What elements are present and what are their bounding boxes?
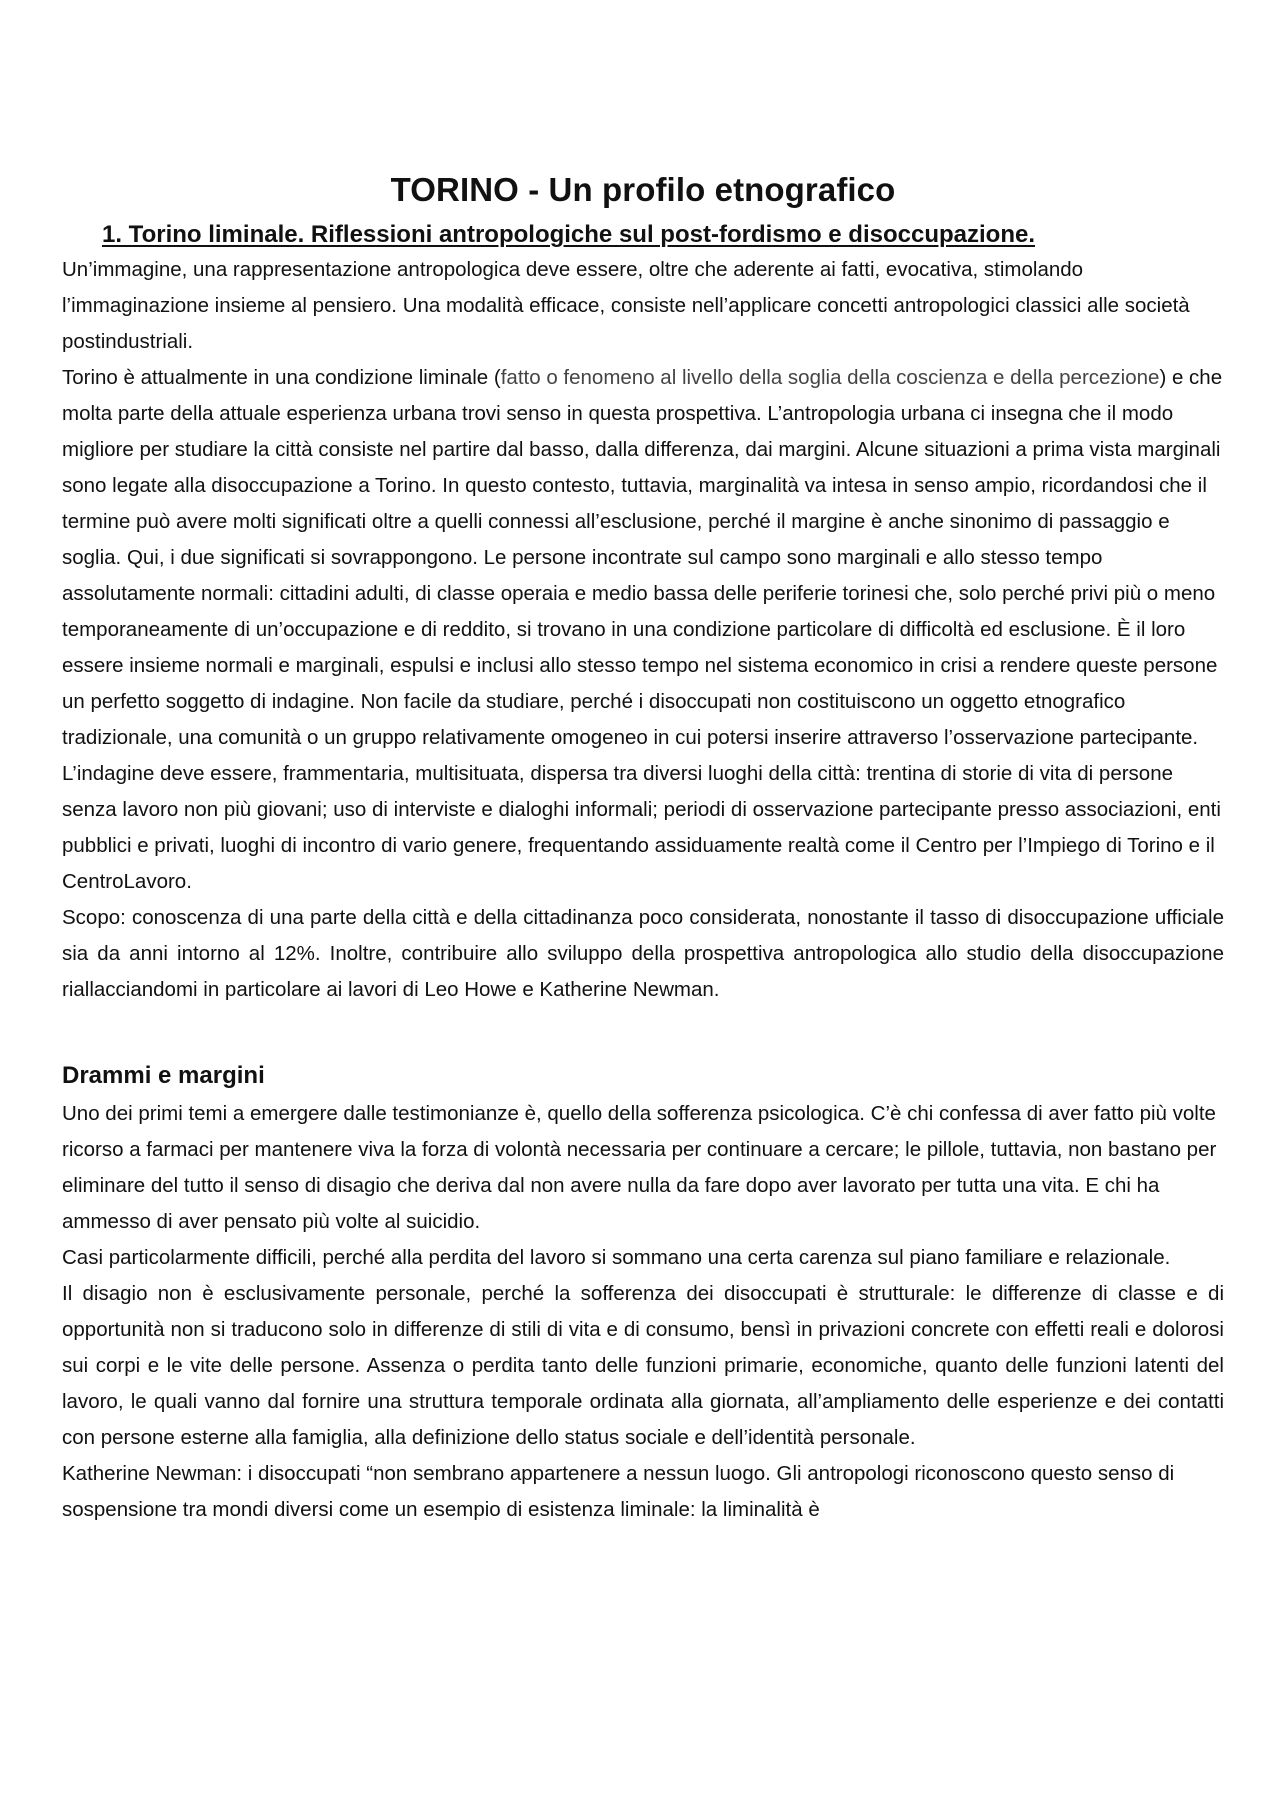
document-title: TORINO - Un profilo etnografico: [390, 171, 896, 208]
paragraph-liminal-rest: ) e che molta parte della attuale esperienza urbana trovi senso in questa prospettiva. L’antropologia urbana ci insegna che il modo migliore per studiare la città consiste nel partire dal basso, dalla differenza, dai margini. Alcune situazioni a prima vista marginali sono legate alla disoccupazione a Torino. In questo contesto, tuttavia, marginalità va intesa in senso ampio, ricordandosi che il termine può avere molti significati oltre a quelli connessi all’esclusione, perché il margine è anche sinonimo di passaggio e soglia. Qui, i due significati si sovrappongono. Le persone incontrate sul campo sono marginali e allo stesso tempo assolutamente normali: cittadini adulti, di classe operaia e medio bassa delle periferie torinesi che, solo perché privi più o meno temporaneamente di un’occupazione e di reddito, si trovano in una condizione particolare di difficoltà ed esclusione. È il loro essere insieme normali e marginali, espulsi e inclusi allo stesso tempo nel sistema economico in crisi a rendere queste persone un perfetto soggetto di indagine. Non facile da studiare, perché i disoccupati non costituiscono un oggetto etnografico tradizionale, una comunità o un gruppo relativamente omogeneo in cui potersi inserire attraverso l’osservazione partecipante. L’indagine deve essere, frammentaria, multisituata, dispersa tra diversi luoghi della città: trentina di storie di vita di persone senza lavoro non più giovani; uso di interviste e dialoghi informali; periodi di osservazione partecipante presso associazioni, enti pubblici e privati, luoghi di incontro di vario genere, frequentando assiduamente realtà come il Centro per l’Impiego di Torino e il CentroLavoro.: [62, 366, 1223, 893]
paragraph-liminal-start: Torino è attualmente in una condizione liminale (: [62, 366, 501, 389]
paragraph-intro: Un’immagine, una rappresentazione antropologica deve essere, oltre che aderente ai fatti, evocativa, stimolando l’immaginazione insieme al pensiero. Una modalità efficace, consiste nell’applicare concetti antropologici classici alle società postindustriali.: [62, 258, 1190, 353]
document-page: [62, 168, 1224, 1528]
liminal-definition: fatto o fenomeno al livello della soglia della coscienza e della percezione: [500, 366, 1160, 389]
section-title: 1. Torino liminale. Riflessioni antropologiche sul post-fordismo e disoccupazione.: [102, 221, 1035, 248]
paragraph-liminal: [62, 360, 1224, 900]
paragraph-scope: Scopo: conoscenza di una parte della città e della cittadinanza poco considerata, nonostante il tasso di disoccupazione ufficiale sia da anni intorno al 12%. Inoltre, contribuire allo sviluppo della prospettiva antropologica allo studio della disoccupazione riallacciandomi in particolare ai lavori di Leo Howe e Katherine Newman.: [62, 906, 1224, 1001]
paragraph-casi-difficili: Casi particolarmente difficili, perché alla perdita del lavoro si sommano una certa carenza sul piano familiare e relazionale.: [62, 1246, 1171, 1269]
paragraph-sofferenza: Uno dei primi temi a emergere dalle testimonianze è, quello della sofferenza psicologica. C’è chi confessa di aver fatto più volte ricorso a farmaci per mantenere viva la forza di volontà necessaria per continuare a cercare; le pillole, tuttavia, non bastano per eliminare del tutto il senso di disagio che deriva dal non avere nulla da fare dopo aver lavorato per tutta una vita. E chi ha ammesso di aver pensato più volte al suicidio.: [62, 1102, 1217, 1233]
paragraph-disagio-strutturale: Il disagio non è esclusivamente personale, perché la sofferenza dei disoccupati è strutturale: le differenze di classe e di opportunità non si traducono solo in differenze di stili di vita e di consumo, bensì in privazioni concrete con effetti reali e dolorosi sui corpi e le vite delle persone. Assenza o perdita tanto delle funzioni primarie, economiche, quanto delle funzioni latenti del lavoro, le quali vanno dal fornire una struttura temporale ordinata alla giornata, all’ampliamento delle esperienze e dei contatti con persone esterne alla famiglia, alla definizione dello status sociale e dell’identità personale.: [62, 1282, 1224, 1449]
paragraph-newman: Katherine Newman: i disoccupati “non sembrano appartenere a nessun luogo. Gli antropologi riconoscono questo senso di sospensione tra mondi diversi come un esempio di esistenza liminale: la liminalità è: [62, 1462, 1175, 1521]
subheading-drammi-e-margini: Drammi e margini: [62, 1062, 265, 1089]
